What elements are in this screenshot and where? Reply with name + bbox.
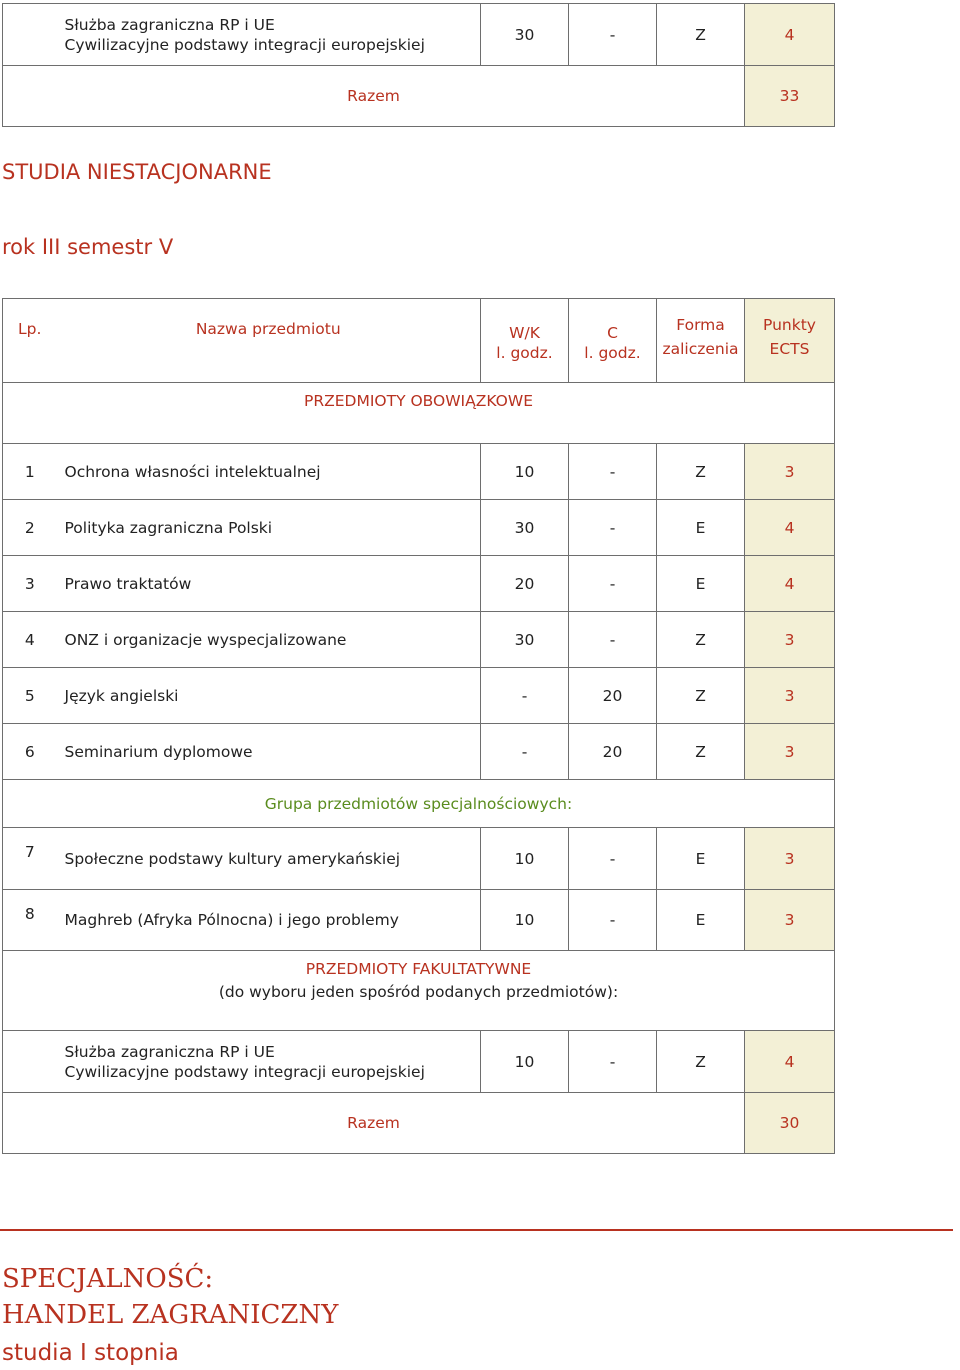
elective-header-row — [3, 951, 835, 1031]
row-lp: 5 — [3, 668, 57, 724]
table-row — [3, 500, 835, 556]
table-row — [3, 890, 835, 951]
c-hours: 20 — [569, 668, 657, 724]
subject-name: ONZ i organizacje wyspecjalizowane — [57, 612, 481, 668]
table-row — [3, 556, 835, 612]
c-hours: - — [569, 444, 657, 500]
form-of-credit: Z — [657, 4, 745, 66]
ects-points: 3 — [745, 668, 835, 724]
ects-points: 3 — [745, 444, 835, 500]
table-row — [3, 724, 835, 780]
ects-points: 3 — [745, 890, 835, 951]
subject-name: Społeczne podstawy kultury amerykańskiej — [57, 828, 481, 890]
wk-hours: 20 — [481, 556, 569, 612]
table-row — [3, 668, 835, 724]
form-of-credit: E — [657, 890, 745, 951]
form-of-credit: Z — [657, 444, 745, 500]
total-ects: 33 — [745, 66, 835, 127]
section-title: STUDIA NIESTACJONARNE — [2, 160, 272, 184]
c-hours: - — [569, 828, 657, 890]
wk-hours: 30 — [481, 4, 569, 66]
top-table — [2, 3, 835, 127]
form-of-credit: Z — [657, 668, 745, 724]
subject-name: Język angielski — [57, 668, 481, 724]
wk-hours: - — [481, 724, 569, 780]
form-of-credit: E — [657, 556, 745, 612]
c-hours: - — [569, 890, 657, 951]
wk-hours: 10 — [481, 1031, 569, 1093]
header-name: Nazwa przedmiotu — [57, 299, 481, 383]
total-row — [3, 1093, 835, 1154]
c-hours: 20 — [569, 724, 657, 780]
c-hours: - — [569, 1031, 657, 1093]
subject-name: Prawo traktatów — [57, 556, 481, 612]
header-wk: W/K l. godz. — [481, 299, 569, 383]
form-of-credit: E — [657, 500, 745, 556]
c-hours: - — [569, 612, 657, 668]
header-forma: Forma zaliczenia — [657, 299, 745, 383]
header-row — [3, 299, 835, 383]
form-of-credit: Z — [657, 1031, 745, 1093]
wk-hours: 10 — [481, 828, 569, 890]
row-lp: 7 — [3, 828, 57, 890]
subject-name: Służba zagraniczna RP i UE Cywilizacyjne podstawy integracji europejskiej — [57, 4, 481, 66]
curriculum-table — [2, 298, 835, 1154]
ects-points: 4 — [745, 556, 835, 612]
wk-hours: 10 — [481, 890, 569, 951]
subject-name: Polityka zagraniczna Polski — [57, 500, 481, 556]
subject-name: Seminarium dyplomowe — [57, 724, 481, 780]
c-hours: - — [569, 500, 657, 556]
form-of-credit: Z — [657, 724, 745, 780]
total-row — [3, 66, 835, 127]
divider-line — [0, 1229, 953, 1231]
ects-points: 4 — [745, 500, 835, 556]
c-hours: - — [569, 556, 657, 612]
table-row — [3, 4, 835, 66]
form-of-credit: Z — [657, 612, 745, 668]
ects-points: 3 — [745, 724, 835, 780]
table-row — [3, 444, 835, 500]
specialization-label: SPECJALNOŚĆ: — [2, 1264, 214, 1294]
total-label: Razem — [3, 66, 745, 127]
elective-label: PRZEDMIOTY FAKULTATYWNE (do wyboru jeden spośród podanych przedmiotów): — [3, 951, 835, 1031]
header-c: C l. godz. — [569, 299, 657, 383]
form-of-credit: E — [657, 828, 745, 890]
wk-hours: 30 — [481, 612, 569, 668]
subject-name: Maghreb (Afryka Pólnocna) i jego problemy — [57, 890, 481, 951]
table-row — [3, 1031, 835, 1093]
semester-title: rok III semestr V — [2, 235, 174, 259]
mandatory-label: PRZEDMIOTY OBOWIĄZKOWE — [3, 383, 835, 444]
total-label: Razem — [3, 1093, 745, 1154]
wk-hours: 30 — [481, 500, 569, 556]
row-lp: 3 — [3, 556, 57, 612]
total-ects: 30 — [745, 1093, 835, 1154]
subject-name: Służba zagraniczna RP i UE Cywilizacyjne podstawy integracji europejskiej — [57, 1031, 481, 1093]
row-lp: 6 — [3, 724, 57, 780]
wk-hours: - — [481, 668, 569, 724]
ects-points: 3 — [745, 612, 835, 668]
table-row — [3, 612, 835, 668]
specialization-group-label: Grupa przedmiotów specjalnościowych: — [3, 780, 835, 828]
header-lp: Lp. — [3, 299, 57, 383]
c-hours: - — [569, 4, 657, 66]
row-lp: 8 — [3, 890, 57, 951]
group-header-row — [3, 780, 835, 828]
ects-points: 4 — [745, 1031, 835, 1093]
specialization-name: HANDEL ZAGRANICZNY — [2, 1300, 339, 1330]
row-lp: 1 — [3, 444, 57, 500]
row-lp: 2 — [3, 500, 57, 556]
table-row — [3, 828, 835, 890]
wk-hours: 10 — [481, 444, 569, 500]
row-lp: 4 — [3, 612, 57, 668]
ects-points: 4 — [745, 4, 835, 66]
ects-points: 3 — [745, 828, 835, 890]
mandatory-header-row — [3, 383, 835, 444]
header-ects: Punkty ECTS — [745, 299, 835, 383]
study-level: studia I stopnia — [2, 1340, 179, 1366]
subject-name: Ochrona własności intelektualnej — [57, 444, 481, 500]
